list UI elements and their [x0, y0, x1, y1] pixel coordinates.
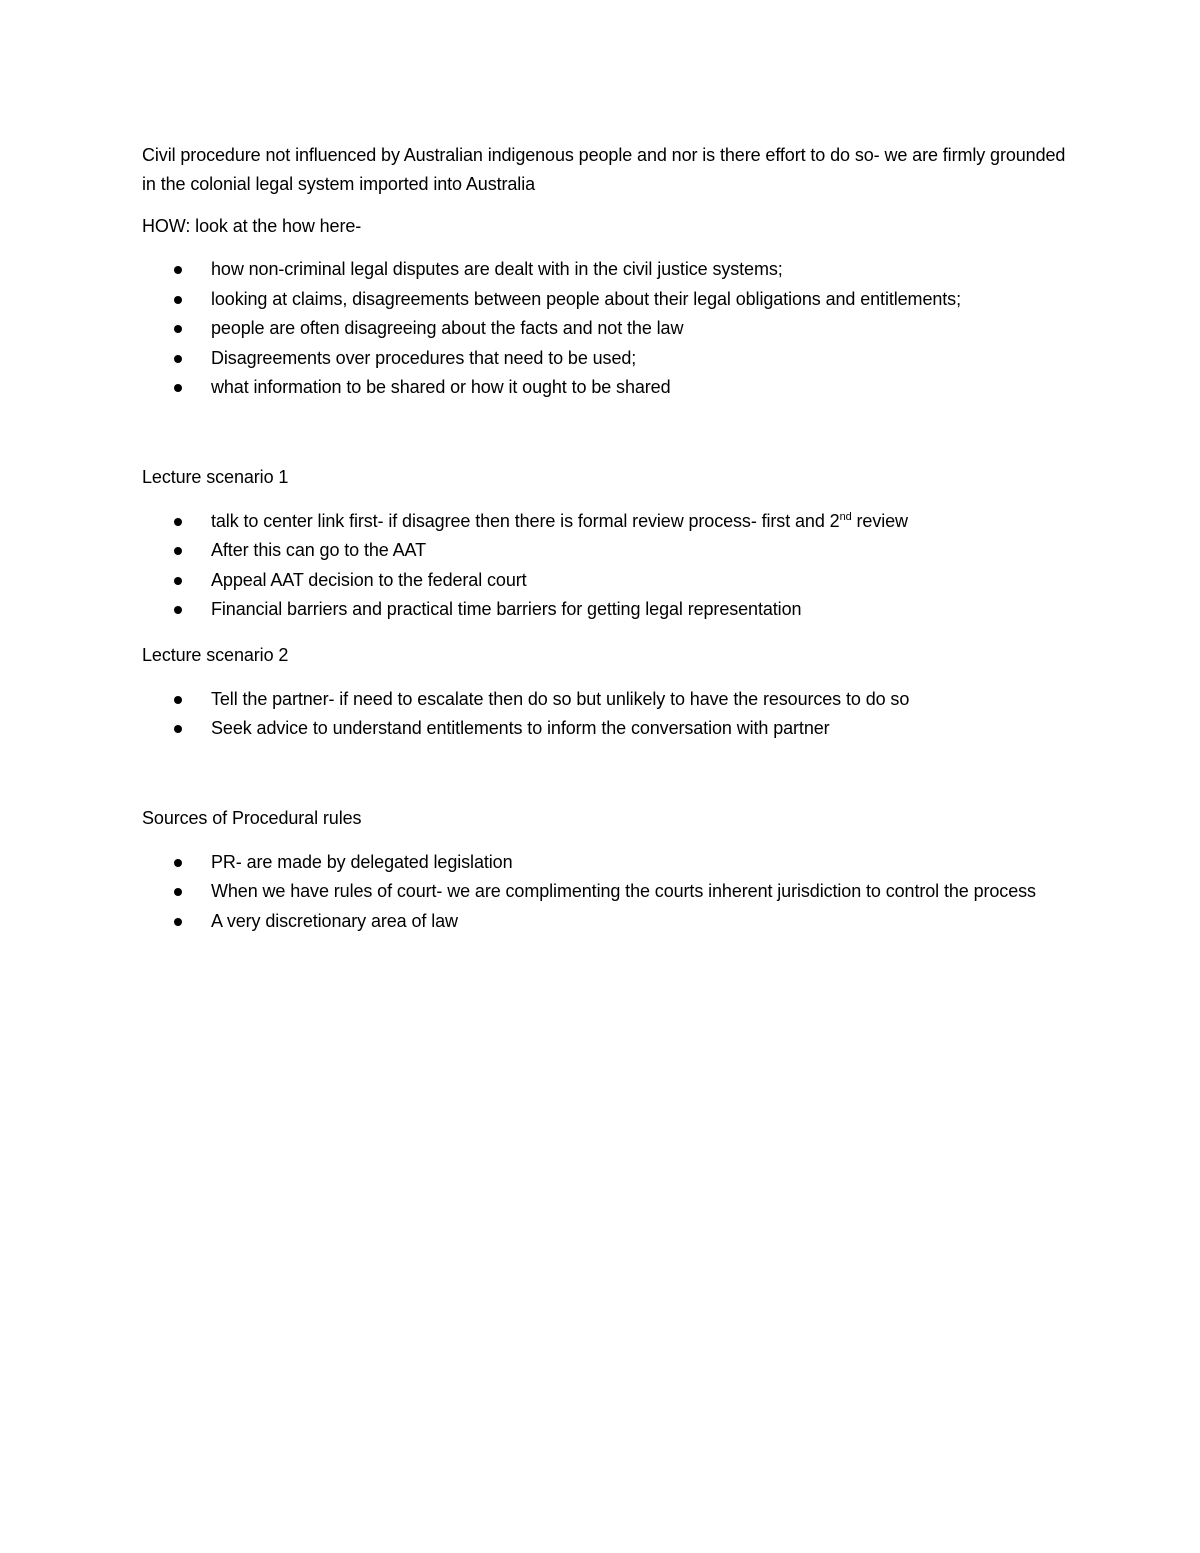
list-item-text: Appeal AAT decision to the federal court [211, 569, 527, 590]
list-item-text: Tell the partner- if need to escalate then do so but unlikely to have the resources to do so [211, 688, 910, 709]
document-page [142, 141, 1072, 936]
bullet-icon [174, 325, 182, 333]
sources-heading: Sources of Procedural rules [142, 807, 362, 828]
bullet-icon [174, 518, 182, 526]
list-item-text: Seek advice to understand entitlements to inform the conversation with partner [211, 718, 830, 738]
list-item [142, 373, 1072, 403]
spacer [142, 744, 1072, 804]
list-item [142, 507, 1072, 537]
sources-list [142, 848, 1072, 937]
bullet-icon [174, 606, 182, 614]
list-item-text: people are often disagreeing about the facts and not the law [211, 318, 684, 338]
list-item-text: A very discretionary area of law [211, 910, 458, 931]
list-item-text: talk to center link first- if disagree then there is formal review process- first and 2 [211, 510, 840, 531]
list-item [142, 877, 1072, 907]
scenario1-list [142, 507, 1072, 625]
list-item-text: PR- are made by delegated legislation [211, 851, 513, 872]
bullet-icon [174, 859, 182, 867]
bullet-icon [174, 547, 182, 555]
list-item-text: When we have rules of court- we are complimenting the courts inherent jurisdiction to control the process [211, 881, 1036, 901]
bullet-icon [174, 384, 182, 392]
bullet-icon [174, 888, 182, 896]
bullet-icon [174, 296, 182, 304]
spacer [142, 625, 1072, 641]
list-item [142, 314, 1072, 344]
list-item-text: review [851, 510, 908, 531]
how-list [142, 255, 1072, 403]
scenario2-list [142, 685, 1072, 744]
list-item [142, 255, 1072, 285]
scenario2-heading: Lecture scenario 2 [142, 644, 289, 665]
bullet-icon [174, 577, 182, 585]
list-item-text: Financial barriers and practical time barriers for getting legal representation [211, 599, 802, 619]
scenario1-heading: Lecture scenario 1 [142, 466, 289, 487]
list-item [142, 536, 1072, 566]
how-heading: HOW: look at the how here- [142, 216, 362, 236]
bullet-icon [174, 696, 182, 704]
list-item [142, 566, 1072, 596]
list-item [142, 907, 1072, 937]
list-item-text: Disagreements over procedures that need to be used; [211, 347, 637, 368]
spacer [142, 403, 1072, 463]
intro-paragraph: Civil procedure not influenced by Australian indigenous people and nor is there effort to do so- we are firmly grounded in the colonial legal system imported into Australia [142, 145, 1066, 194]
list-item-text: After this can go to the AAT [211, 540, 426, 560]
list-item [142, 848, 1072, 878]
bullet-icon [174, 266, 182, 274]
bullet-icon [174, 918, 182, 926]
list-item [142, 344, 1072, 374]
superscript: nd [839, 510, 852, 523]
list-item [142, 285, 1072, 315]
list-item-text: how non-criminal legal disputes are dealt with in the civil justice systems; [211, 259, 783, 279]
list-item [142, 685, 1072, 715]
list-item [142, 595, 1072, 625]
bullet-icon [174, 725, 182, 733]
list-item-text: looking at claims, disagreements between people about their legal obligations and entitlements; [211, 288, 961, 309]
list-item-text: what information to be shared or how it ought to be shared [211, 377, 671, 397]
list-item [142, 714, 1072, 744]
bullet-icon [174, 355, 182, 363]
